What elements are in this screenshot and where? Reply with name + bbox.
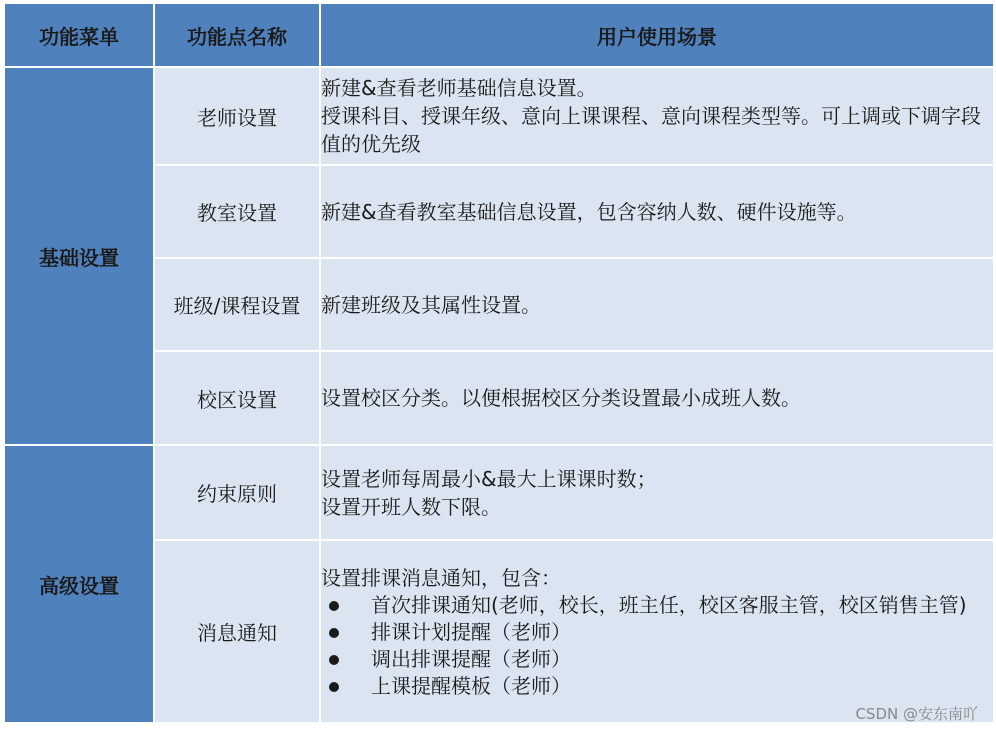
feature-name: 老师设置 xyxy=(154,67,320,165)
list-item-text: 排课计划提醒（老师） xyxy=(371,619,571,644)
bullet-icon xyxy=(329,682,339,692)
feature-name: 教室设置 xyxy=(154,165,320,258)
feature-name: 消息通知 xyxy=(154,540,320,723)
feature-name: 校区设置 xyxy=(154,351,320,445)
feature-desc xyxy=(320,67,994,165)
list-item xyxy=(321,673,993,700)
list-item-text: 调出排课提醒（老师） xyxy=(371,646,571,671)
list-item-text: 首次排课通知(老师，校长，班主任，校区客服主管，校区销售主管) xyxy=(371,592,967,617)
desc-line: 设置排课消息通知，包含： xyxy=(321,565,561,590)
desc-line: 新建&查看老师基础信息设置。 xyxy=(321,76,597,100)
feature-name: 班级/课程设置 xyxy=(154,258,320,351)
settings-table xyxy=(3,2,995,724)
list-item xyxy=(321,619,993,646)
list-item-text: 上课提醒模板（老师） xyxy=(371,673,571,698)
bullet-icon xyxy=(329,655,339,665)
feature-desc xyxy=(320,540,994,723)
header-feature: 功能点名称 xyxy=(154,3,320,67)
list-item xyxy=(321,646,993,673)
desc-line: 设置开班人数下限。 xyxy=(321,494,501,519)
group-basic: 基础设置 xyxy=(4,67,154,445)
feature-desc xyxy=(320,445,994,540)
header-scenario: 用户使用场景 xyxy=(320,3,994,67)
watermark: CSDN @安东南吖 xyxy=(855,705,978,723)
feature-name: 约束原则 xyxy=(154,445,320,540)
desc-line: 设置校区分类。以便根据校区分类设置最小成班人数。 xyxy=(321,386,801,410)
feature-desc xyxy=(320,165,994,258)
bullet-icon xyxy=(329,601,339,611)
notification-list xyxy=(321,592,993,700)
feature-desc xyxy=(320,258,994,351)
desc-line: 授课科目、授课年级、意向上课课程、意向课程类型等。可上调或下调字段值的优先级 xyxy=(321,104,981,156)
feature-desc xyxy=(320,351,994,445)
table-row xyxy=(4,445,994,540)
header-menu: 功能菜单 xyxy=(4,3,154,67)
list-item xyxy=(321,592,993,619)
desc-line: 新建&查看教室基础信息设置，包含容纳人数、硬件设施等。 xyxy=(321,199,857,224)
desc-line: 新建班级及其属性设置。 xyxy=(321,292,541,317)
group-advanced: 高级设置 xyxy=(4,445,154,723)
header-row xyxy=(4,3,994,67)
table-row xyxy=(4,67,994,165)
desc-line: 设置老师每周最小&最大上课课时数； xyxy=(321,466,657,491)
bullet-icon xyxy=(329,628,339,638)
